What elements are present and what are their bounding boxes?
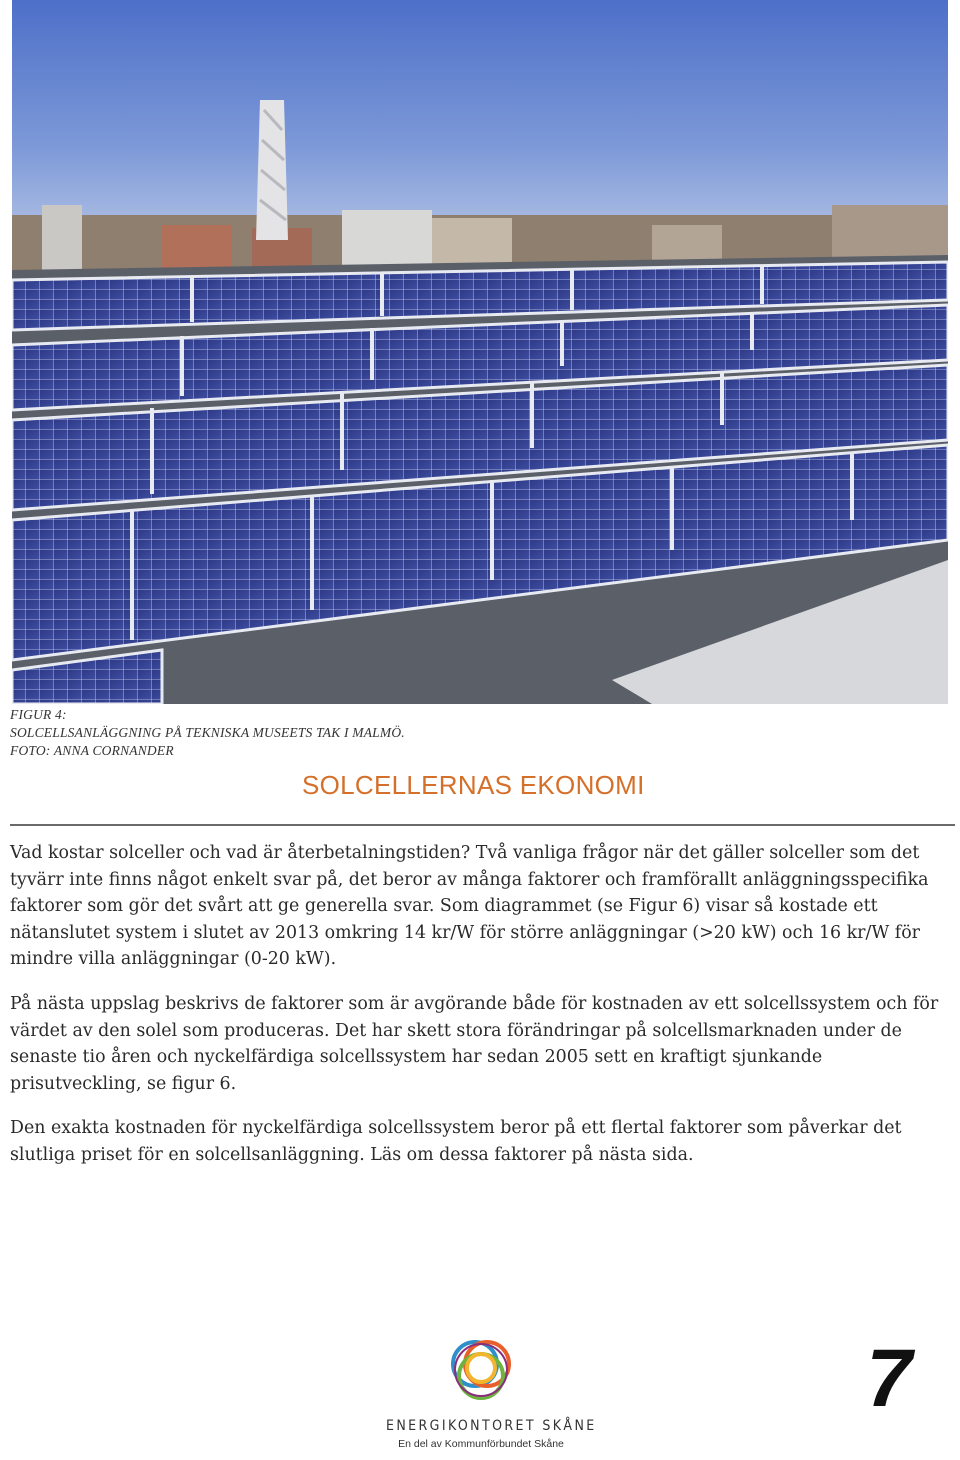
caption-line: SOLCELLSANLÄGGNING PÅ TEKNISKA MUSEETS TAK I MALMÖ. (10, 725, 405, 740)
solar-roof-photo (12, 0, 948, 704)
paragraph: Vad kostar solceller och vad är återbetalningstiden? Två vanliga frågor när det gäller solceller som det tyvärr inte finns något enkelt svar på, det beror av många faktorer och framförallt anläggningsspecifika faktorer som gör det svårt att ge generella svar. Som diagrammet (se Figur 6) visar så kostade ett nätanslutet system i slutet av 2013 omkring 14 kr/W för större anläggningar (>20 kW) och 16 kr/W för mindre villa anläggningar (0-20 kW). (10, 843, 929, 970)
figure-caption (10, 706, 610, 760)
paragraph: På nästa uppslag beskrivs de faktorer som är avgörande både för kostnaden av ett solcellssystem och för värdet av den solel som produceras. Det har skett stora förändringar på solcellsmarknaden under de senaste tio åren och nyckelfärdiga solcellssystem har sedan 2005 sett en kraftigt sjunkande prisutveckling, se figur 6. (10, 993, 939, 1094)
section-divider (10, 824, 955, 826)
caption-line: FOTO: ANNA CORNANDER (10, 743, 174, 758)
section-title: SOLCELLERNAS EKONOMI (302, 770, 645, 800)
energikontoret-logo (386, 1330, 597, 1454)
paragraph: Den exakta kostnaden för nyckelfärdiga solcellssystem beror på ett flertal faktorer som påverkar det slutliga priset för en solcellsanläggning. Läs om dessa faktorer på nästa sida. (10, 1118, 902, 1165)
page-number: 7 (866, 1333, 912, 1424)
caption-line: FIGUR 4: (10, 707, 67, 722)
body-text (10, 840, 950, 1187)
logo-name: ENERGIKONTORET SKÅNE (386, 1418, 597, 1434)
rings-logo-icon (441, 1330, 521, 1410)
logo-subtitle: En del av Kommunförbundet Skåne (398, 1438, 564, 1450)
